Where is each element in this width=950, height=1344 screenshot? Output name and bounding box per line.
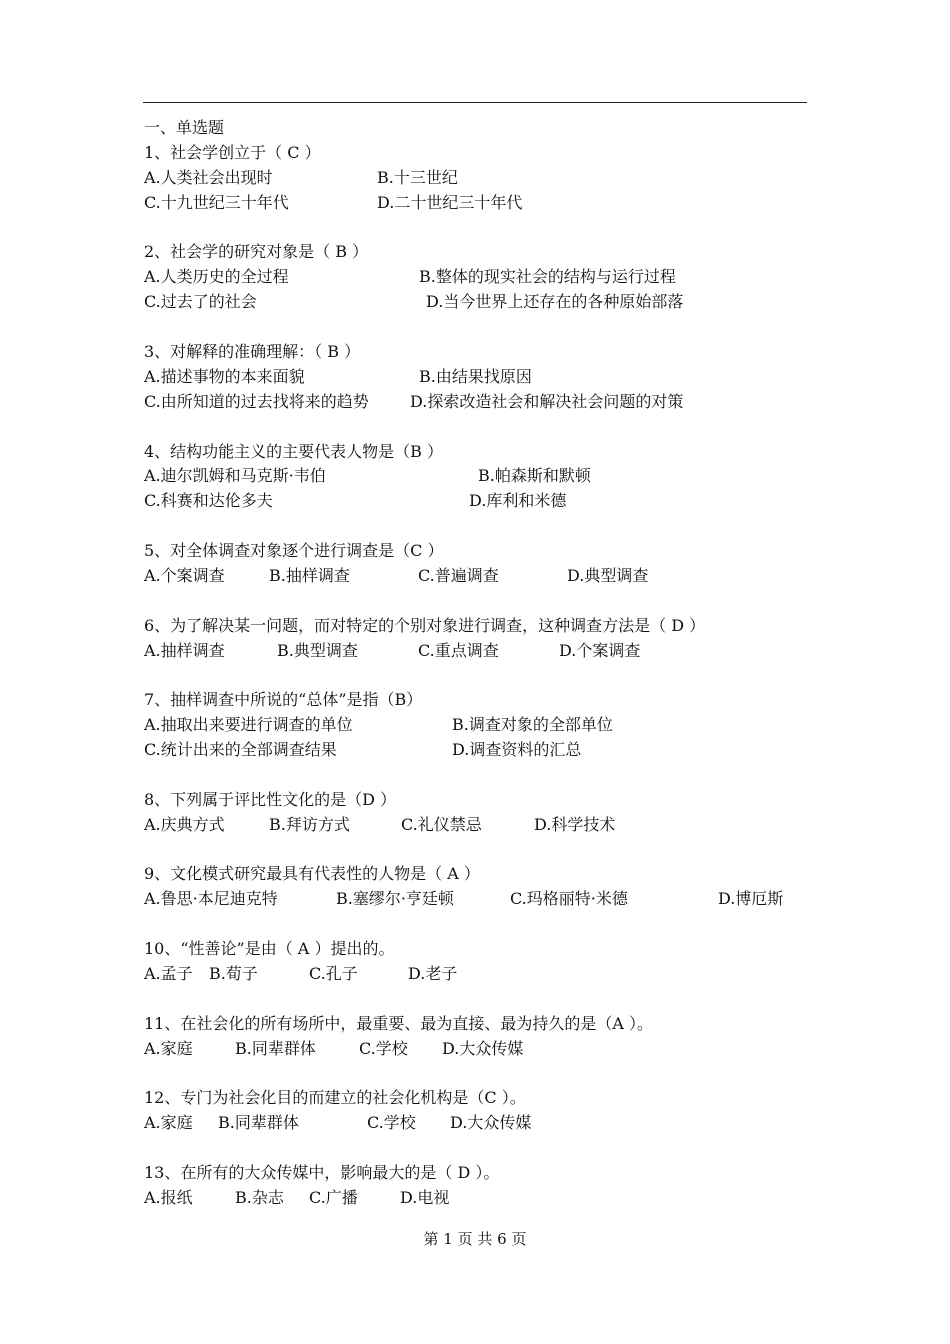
question-stem: 7、抽样调查中所说的“总体”是指（B） xyxy=(144,690,423,709)
answer-option: B.塞缪尔·亨廷顿 xyxy=(336,889,454,908)
answer-option: C.礼仪禁忌 xyxy=(401,815,482,834)
answer-option: A.迪尔凯姆和马克斯·韦伯 xyxy=(144,466,326,485)
answer-option: D.典型调查 xyxy=(567,566,649,585)
question-stem: 9、文化模式研究最具有代表性的人物是（ A ） xyxy=(144,864,480,883)
question-stem: 5、对全体调查对象逐个进行调查是（C ） xyxy=(144,541,444,560)
question-stem: 8、下列属于评比性文化的是（D ） xyxy=(144,790,397,809)
answer-option: D.探索改造社会和解决社会问题的对策 xyxy=(410,392,684,411)
answer-option: B.典型调查 xyxy=(277,641,358,660)
answer-option: C.广播 xyxy=(309,1188,358,1207)
answer-option: A.个案调查 xyxy=(144,566,225,585)
answer-option: A.抽取出来要进行调查的单位 xyxy=(144,715,353,734)
answer-option: B.杂志 xyxy=(235,1188,284,1207)
answer-option: A.抽样调查 xyxy=(144,641,225,660)
answer-option: D.库利和米德 xyxy=(469,491,567,510)
answer-option: B.荀子 xyxy=(209,964,258,983)
section-title: 一、单选题 xyxy=(144,118,225,137)
answer-option: C.玛格丽特·米德 xyxy=(510,889,628,908)
answer-option: C.重点调查 xyxy=(418,641,499,660)
question-stem: 4、结构功能主义的主要代表人物是（B ） xyxy=(144,442,444,461)
answer-option: C.学校 xyxy=(359,1039,408,1058)
answer-option: B.同辈群体 xyxy=(235,1039,316,1058)
answer-option: C.学校 xyxy=(367,1113,416,1132)
answer-option: C.科赛和达伦多夫 xyxy=(144,491,273,510)
answer-option: C.过去了的社会 xyxy=(144,292,257,311)
question-stem: 11、在社会化的所有场所中，最重要、最为直接、最为持久的是（A ）。 xyxy=(144,1014,654,1033)
answer-option: B.十三世纪 xyxy=(377,168,458,187)
answer-option: A.人类社会出现时 xyxy=(144,168,273,187)
question-stem: 1、社会学创立于（ C ） xyxy=(144,143,321,162)
answer-option: A.家庭 xyxy=(144,1113,193,1132)
page-footer: 第 1 页 共 6 页 xyxy=(423,1230,527,1248)
answer-option: A.描述事物的本来面貌 xyxy=(144,367,305,386)
answer-option: D.大众传媒 xyxy=(442,1039,524,1058)
answer-option: B.整体的现实社会的结构与运行过程 xyxy=(419,267,676,286)
question-stem: 10、“性善论”是由（ A ）提出的。 xyxy=(144,939,395,958)
answer-option: A.孟子 xyxy=(144,964,193,983)
answer-option: A.报纸 xyxy=(144,1188,193,1207)
answer-option: A.人类历史的全过程 xyxy=(144,267,289,286)
answer-option: C.统计出来的全部调查结果 xyxy=(144,740,337,759)
answer-option: A.庆典方式 xyxy=(144,815,225,834)
question-stem: 6、为了解决某一问题，而对特定的个别对象进行调查，这种调查方法是（ D ） xyxy=(144,616,706,635)
answer-option: D.调查资料的汇总 xyxy=(452,740,582,759)
answer-option: A.鲁思·本尼迪克特 xyxy=(144,889,278,908)
answer-option: C.普遍调查 xyxy=(418,566,499,585)
question-stem: 12、专门为社会化目的而建立的社会化机构是（C ）。 xyxy=(144,1088,526,1107)
answer-option: D.大众传媒 xyxy=(450,1113,532,1132)
answer-option: B.拜访方式 xyxy=(269,815,350,834)
answer-option: B.抽样调查 xyxy=(269,566,350,585)
answer-option: D.博厄斯 xyxy=(718,889,784,908)
answer-option: C.由所知道的过去找将来的趋势 xyxy=(144,392,369,411)
header-rule xyxy=(143,102,807,103)
answer-option: B.同辈群体 xyxy=(218,1113,299,1132)
answer-option: C.十九世纪三十年代 xyxy=(144,193,289,212)
question-stem: 3、对解释的准确理解：（ B ） xyxy=(144,342,361,361)
answer-option: C.孔子 xyxy=(309,964,358,983)
answer-option: D.科学技术 xyxy=(534,815,616,834)
answer-option: D.电视 xyxy=(400,1188,450,1207)
answer-option: D.老子 xyxy=(408,964,458,983)
answer-option: B.由结果找原因 xyxy=(419,367,532,386)
answer-option: D.当今世界上还存在的各种原始部落 xyxy=(426,292,684,311)
question-stem: 13、在所有的大众传媒中，影响最大的是（ D ）。 xyxy=(144,1163,500,1182)
answer-option: A.家庭 xyxy=(144,1039,193,1058)
answer-option: D.二十世纪三十年代 xyxy=(377,193,523,212)
question-stem: 2、社会学的研究对象是（ B ） xyxy=(144,242,369,261)
answer-option: B.调查对象的全部单位 xyxy=(452,715,613,734)
answer-option: B.帕森斯和默顿 xyxy=(478,466,591,485)
answer-option: D.个案调查 xyxy=(559,641,641,660)
